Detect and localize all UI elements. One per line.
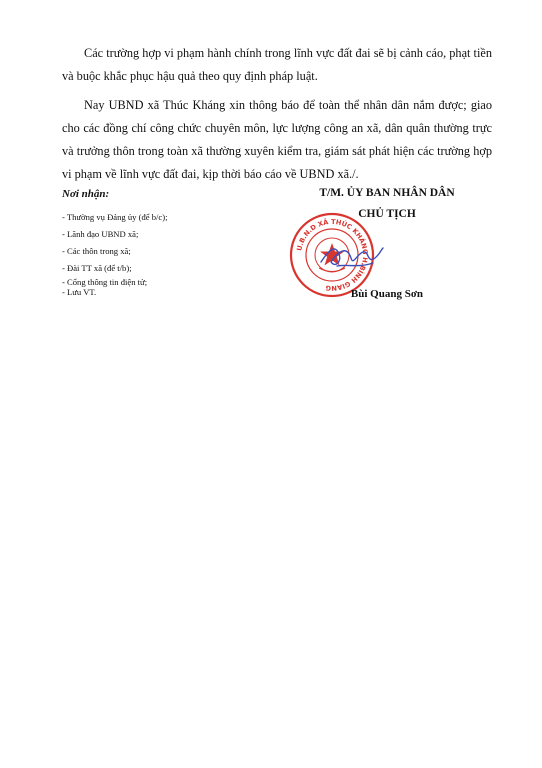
handwritten-signature-icon [317,236,387,278]
signer-name: Bùi Quang Sơn [350,288,424,300]
recipients-heading: Nơi nhận: [62,188,110,200]
recipient-item: - Cổng thông tin điện tử; [62,277,148,287]
recipient-item: - Lưu VT. [62,287,97,297]
recipients-list [62,209,167,297]
signature-position: CHỦ TỊCH [358,208,416,220]
recipient-item: - Lãnh đạo UBND xã; [62,229,139,239]
recipient-item: - Đài TT xã (để t/b); [62,263,132,273]
body-paragraph-1: Các trường hợp vi phạm hành chính trong lĩnh vực đất đai sẽ bị cảnh cáo, phạt tiền và buộc khắc phục hậu quả theo quy định pháp luật. [62,46,492,83]
seal-text: U.B.N.D XÃ THÚC KHÁNG H.BÌNH GIANG [295,217,370,293]
signature-organization: T/M. ỦY BAN NHÂN DÂN [319,187,455,199]
recipient-item: - Thường vụ Đảng ủy (để b/c); [62,212,168,222]
body-paragraph-2: Nay UBND xã Thúc Kháng xin thông báo để toàn thể nhân dân nắm được; giao cho các đồng chí công chức chuyên môn, lực lượng công an xã, dân quân thường trực và trưởng thôn trong toàn xã thường xuyên kiểm tra, giám sát phát hiện các trường hợp vi phạm về lĩnh vực đất đai, kịp thời báo cáo về UBND xã./. [62,98,492,181]
recipient-item: - Các thôn trong xã; [62,246,131,256]
